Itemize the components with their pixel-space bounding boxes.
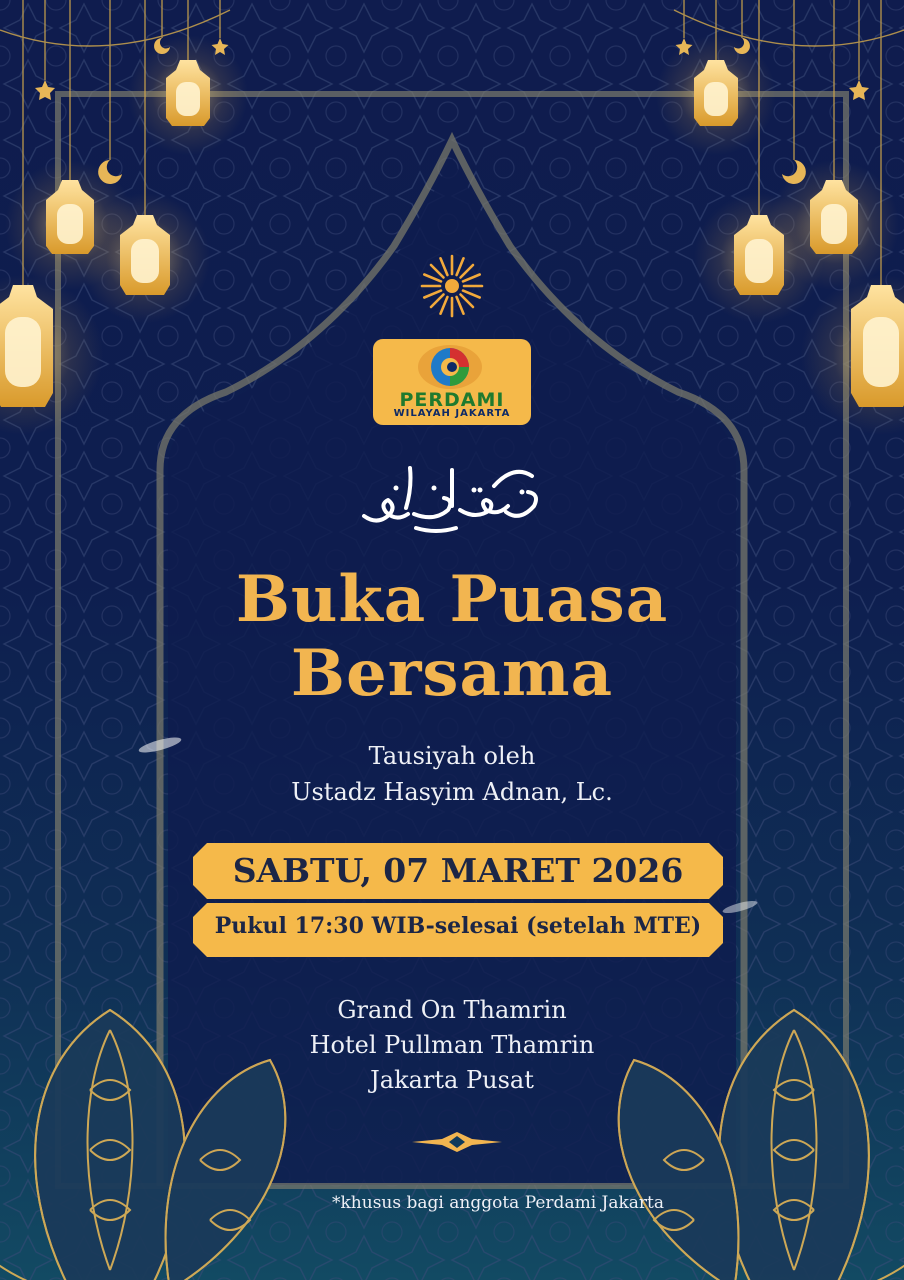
event-time: Pukul 17:30 WIB-selesai (setelah MTE) (214, 913, 702, 939)
footnote: *khusus bagi anggota Perdami Jakarta (332, 1193, 665, 1213)
venue-line1: Grand On Thamrin (337, 996, 567, 1024)
speaker-name: Ustadz Hasyim Adnan, Lc. (291, 778, 613, 806)
event-title-line1: Buka Puasa (235, 562, 669, 637)
logo-name: PERDAMI (399, 389, 505, 411)
event-title-line2: Bersama (290, 636, 614, 711)
venue-line2: Hotel Pullman Thamrin (309, 1031, 595, 1059)
speaker-intro: Tausiyah oleh (368, 742, 536, 770)
ramadan-kareem-calligraphy (356, 458, 548, 538)
sunburst-icon (422, 256, 482, 316)
organization-logo (373, 339, 531, 425)
eye-logo-icon (417, 343, 483, 391)
event-date: SABTU, 07 MARET 2026 (232, 851, 684, 890)
logo-subtitle: WILAYAH JAKARTA (393, 408, 511, 419)
venue-line3: Jakarta Pusat (370, 1066, 534, 1094)
